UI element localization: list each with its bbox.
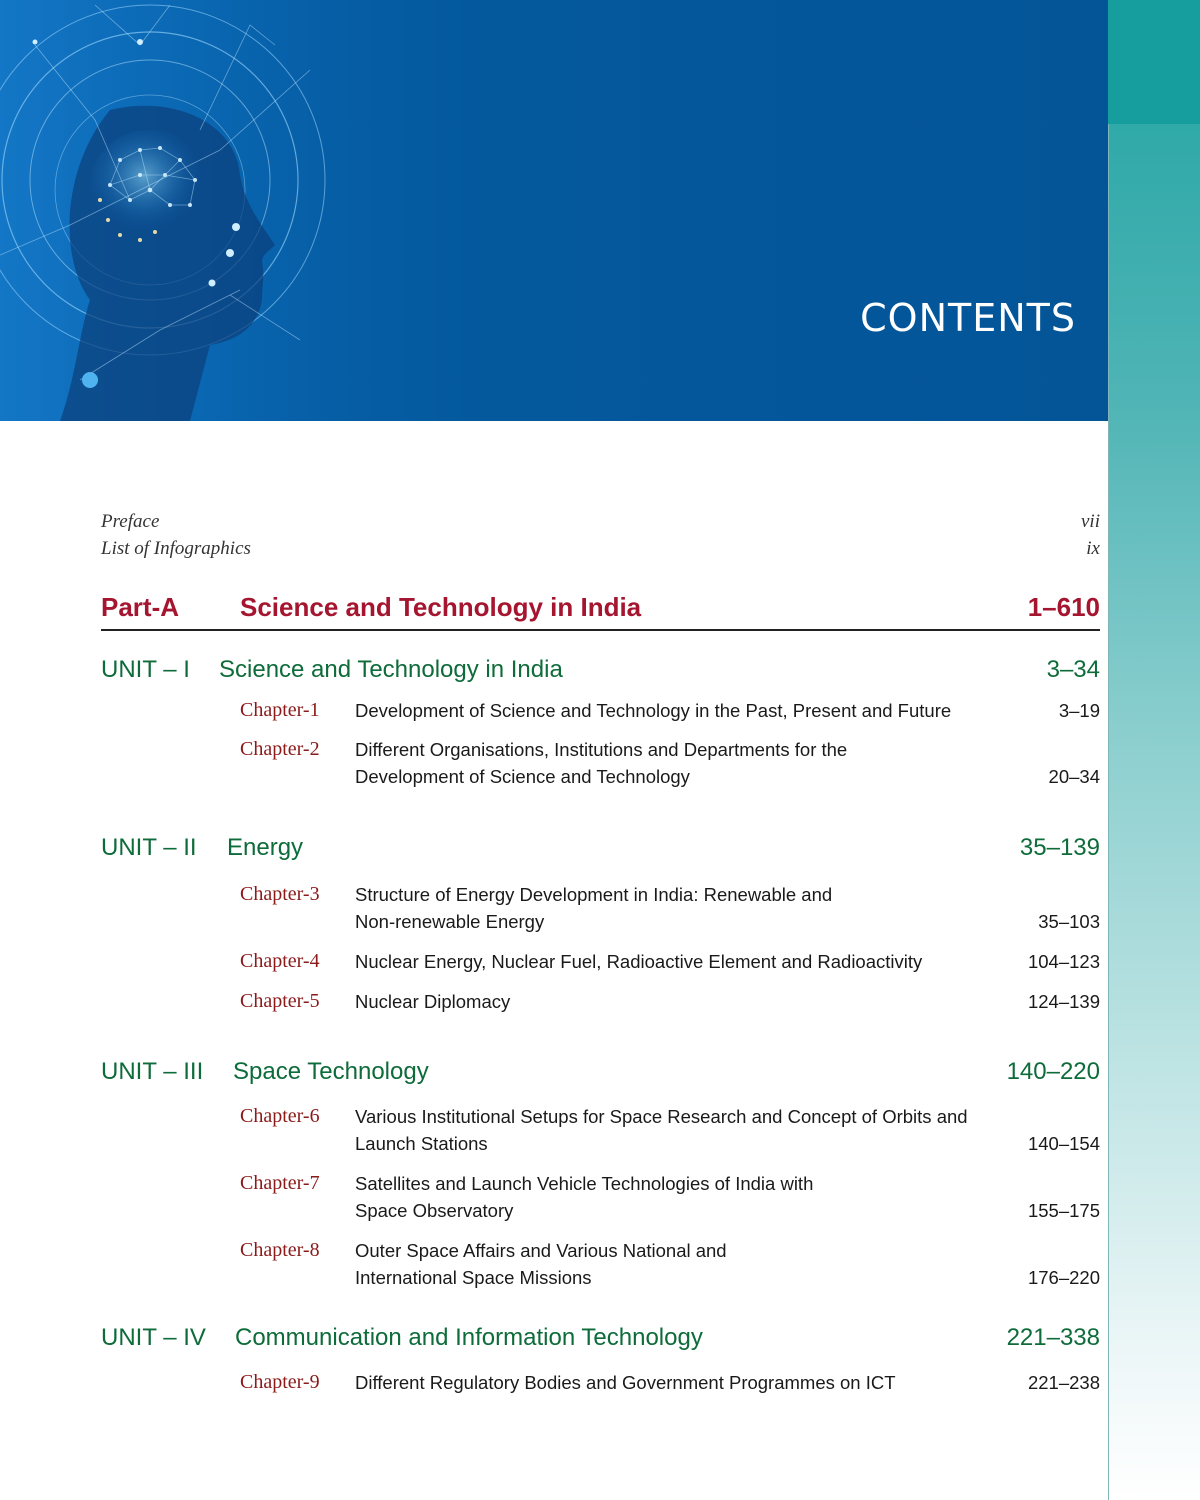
part-title: Science and Technology in India — [240, 592, 642, 622]
table-of-contents — [101, 508, 1100, 1396]
chapter-title: Various Institutional Setups for Space Research and Concept of Orbits and Launch Stations — [355, 1106, 968, 1154]
unit-label: UNIT – II — [101, 834, 197, 861]
side-strip-top — [1108, 0, 1200, 124]
chapter-title: Different Regulatory Bodies and Government Programmes on ICT — [355, 1372, 896, 1393]
chapter-title: Outer Space Affairs and Various National and International Space Missions — [355, 1240, 727, 1288]
chapter-entry[interactable] — [240, 697, 1100, 724]
front-matter-page: ix — [1086, 538, 1100, 559]
unit-pages: 140–220 — [1006, 1058, 1100, 1085]
chapter-entry[interactable] — [240, 1237, 1100, 1291]
unit-label: UNIT – I — [101, 656, 190, 683]
unit-label: UNIT – III — [101, 1058, 204, 1085]
chapter-pages: 155–175 — [1027, 1200, 1100, 1221]
unit-pages: 3–34 — [1046, 656, 1100, 683]
chapter-label: Chapter-6 — [240, 1105, 320, 1127]
toc-entry-list-of-infographics[interactable] — [101, 535, 1100, 562]
chapter-entry[interactable] — [240, 881, 1100, 935]
chapter-title: Development of Science and Technology in the Past, Present and Future — [355, 700, 952, 721]
chapter-label: Chapter-4 — [240, 950, 320, 972]
chapter-pages: 104–123 — [1027, 951, 1100, 972]
unit-title: Science and Technology in India — [219, 656, 563, 683]
chapter-pages: 140–154 — [1027, 1133, 1100, 1154]
chapter-pages: 176–220 — [1027, 1267, 1100, 1288]
toc-entry-preface[interactable] — [101, 508, 1100, 535]
chapter-entry[interactable] — [240, 1170, 1100, 1224]
unit-title: Energy — [227, 834, 304, 861]
chapter-entry[interactable] — [240, 736, 1100, 790]
unit-title: Communication and Information Technology — [235, 1324, 703, 1351]
unit-title: Space Technology — [233, 1058, 429, 1085]
unit-pages: 35–139 — [1019, 834, 1100, 861]
chapter-label: Chapter-5 — [240, 990, 320, 1012]
chapter-entry[interactable] — [240, 948, 1100, 975]
chapter-label: Chapter-2 — [240, 738, 320, 760]
chapter-label: Chapter-3 — [240, 883, 320, 905]
unit-label: UNIT – IV — [101, 1324, 206, 1351]
ai-head-network-illustration — [0, 0, 340, 421]
front-matter-page: vii — [1081, 511, 1100, 532]
chapter-label: Chapter-1 — [240, 699, 320, 721]
front-matter-label: List of Infographics — [101, 538, 251, 559]
page-title: CONTENTS — [860, 296, 1076, 340]
chapter-title: Different Organisations, Institutions and Departments for the Development of Science and Technology — [355, 739, 848, 787]
chapter-title: Nuclear Energy, Nuclear Fuel, Radioactive Element and Radioactivity — [355, 951, 923, 972]
unit-pages: 221–338 — [1006, 1324, 1100, 1351]
chapter-pages: 20–34 — [1048, 766, 1100, 787]
chapter-label: Chapter-8 — [240, 1239, 320, 1261]
chapter-title: Nuclear Diplomacy — [355, 991, 511, 1012]
unit-heading[interactable] — [101, 1057, 1100, 1087]
unit-heading[interactable] — [101, 655, 1100, 685]
chapter-pages: 3–19 — [1058, 700, 1100, 721]
chapter-pages: 35–103 — [1038, 911, 1100, 932]
header-banner — [0, 0, 1108, 421]
chapter-label: Chapter-9 — [240, 1371, 320, 1393]
chapter-entry[interactable] — [240, 988, 1100, 1015]
chapter-label: Chapter-7 — [240, 1172, 320, 1194]
chapter-entry[interactable] — [240, 1369, 1100, 1396]
side-strip-gradient — [1108, 124, 1200, 1500]
unit-heading[interactable] — [101, 833, 1100, 863]
front-matter-label: Preface — [101, 511, 160, 532]
chapter-title: Structure of Energy Development in India: Renewable and Non-renewable Energy — [355, 884, 833, 932]
part-heading[interactable] — [101, 592, 1100, 631]
chapter-pages: 221–238 — [1027, 1372, 1100, 1393]
part-pages: 1–610 — [1027, 592, 1100, 622]
chapter-entry[interactable] — [240, 1103, 1100, 1157]
unit-heading[interactable] — [101, 1323, 1100, 1353]
chapter-pages: 124–139 — [1027, 991, 1100, 1012]
part-label: Part-A — [101, 592, 180, 622]
chapter-title: Satellites and Launch Vehicle Technologies of India with Space Observatory — [355, 1173, 814, 1221]
